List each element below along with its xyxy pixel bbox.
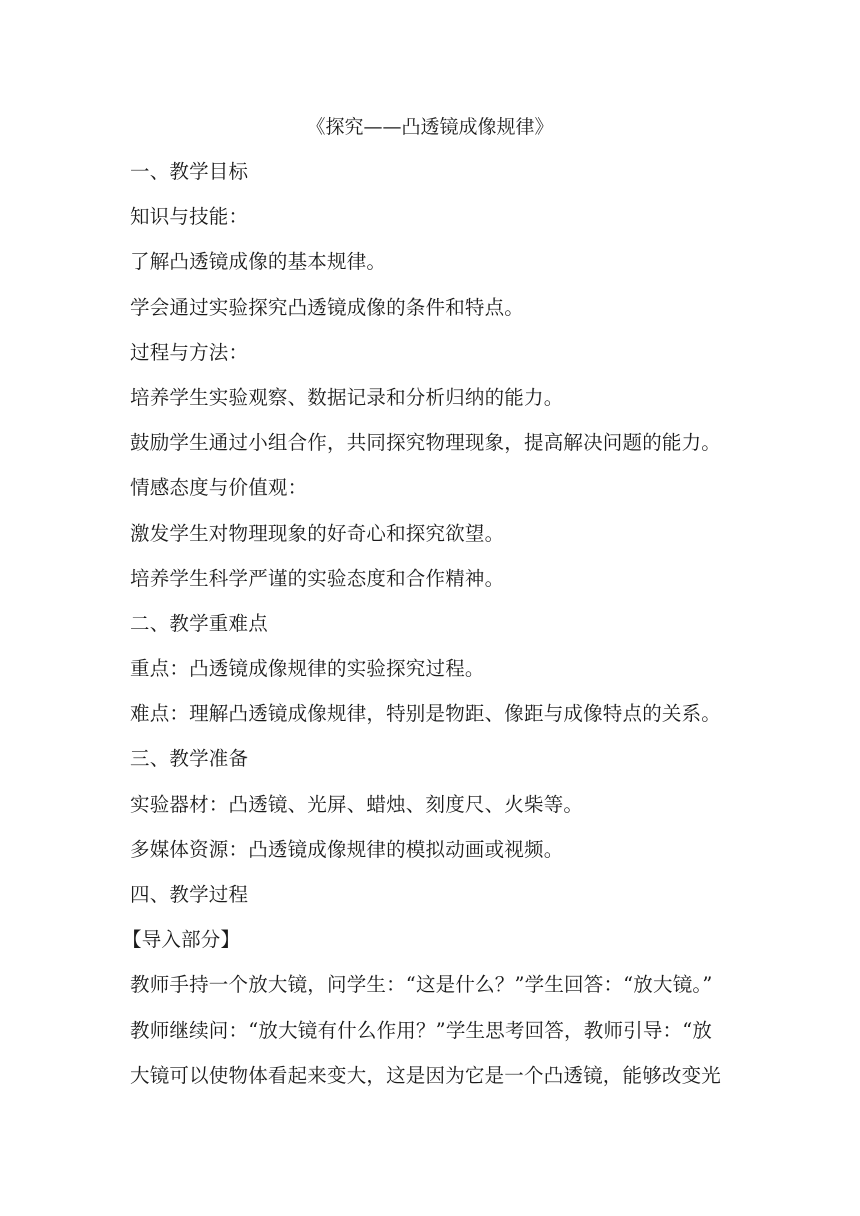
paragraph-line: 重点：凸透镜成像规律的实验探究过程。: [130, 657, 485, 681]
paragraph-line: 激发学生对物理现象的好奇心和探究欲望。: [130, 521, 505, 545]
paragraph-line: 教师手持一个放大镜，问学生：“这是什么？”学生回答：“放大镜。”: [130, 973, 713, 997]
paragraph-line: 大镜可以使物体看起来变大，这是因为它是一个凸透镜，能够改变光: [130, 1063, 722, 1087]
paragraph-line: 难点：理解凸透镜成像规律，特别是物距、像距与成像特点的关系。: [130, 702, 722, 726]
subheading-introduction: 【导入部分】: [122, 928, 241, 952]
paragraph-line: 实验器材：凸透镜、光屏、蜡烛、刻度尺、火柴等。: [130, 792, 584, 816]
heading-teaching-process: 四、教学过程: [130, 883, 249, 906]
paragraph-line: 鼓励学生通过小组合作，共同探究物理现象，提高解决问题的能力。: [130, 431, 722, 455]
document-title: 《探究——凸透镜成像规律》: [306, 116, 554, 138]
subheading-process-methods: 过程与方法：: [130, 340, 249, 364]
document-body: [122, 157, 750, 1106]
paragraph-line: 了解凸透镜成像的基本规律。: [130, 250, 387, 274]
heading-teaching-preparation: 三、教学准备: [130, 747, 249, 771]
paragraph-line: 培养学生科学严谨的实验态度和合作精神。: [130, 566, 505, 590]
paragraph-line: 教师继续问：“放大镜有什么作用？”学生思考回答，教师引导：“放: [130, 1018, 713, 1042]
paragraph-line: 学会通过实验探究凸透镜成像的条件和特点。: [130, 295, 525, 319]
subheading-attitude-values: 情感态度与价值观：: [130, 476, 308, 500]
heading-teaching-objectives: 一、教学目标: [130, 160, 249, 183]
heading-key-difficult-points: 二、教学重难点: [130, 611, 268, 635]
paragraph-line: 多媒体资源：凸透镜成像规律的模拟动画或视频。: [130, 837, 564, 861]
paragraph-line: 培养学生实验观察、数据记录和分析归纳的能力。: [130, 385, 564, 409]
subheading-knowledge-skills: 知识与技能：: [130, 205, 249, 229]
